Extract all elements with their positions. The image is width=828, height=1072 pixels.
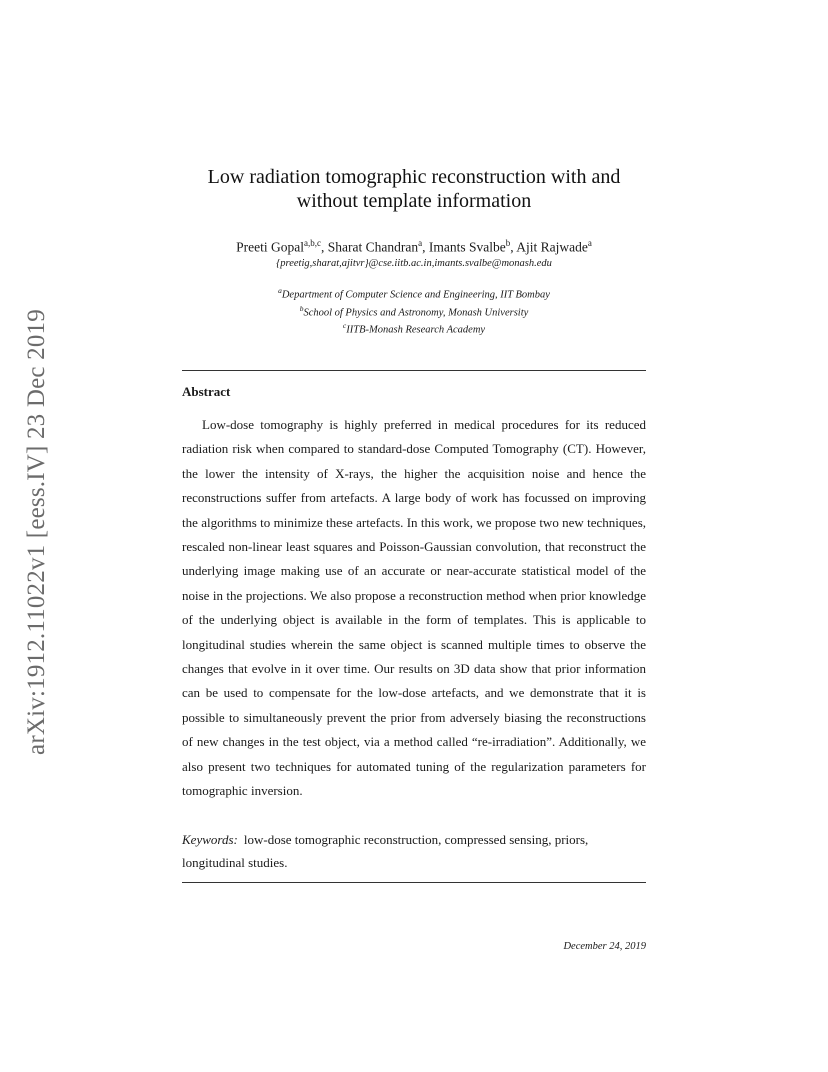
abstract-bottom-rule (182, 882, 646, 883)
keywords-text: low-dose tomographic reconstruction, compressed sensing, priors, longitudinal studies. (182, 832, 589, 870)
author-affiliation-mark: a (418, 238, 423, 248)
title-line-2: without template information (296, 190, 532, 212)
author-name: Ajit Rajwade (516, 239, 588, 255)
preprint-date: December 24, 2019 (563, 941, 646, 952)
author-affiliation-mark: a (587, 238, 592, 248)
affiliation-text: School of Physics and Astronomy, Monash University (303, 307, 529, 318)
affiliation-item (182, 319, 646, 337)
abstract-body: Low-dose tomography is highly preferred in medical procedures for its reduced radiation risk when compared to standard-dose Computed Tomography (CT). However, the lower the intensity of X-rays, the higher the acquisition noise and hence the reconstructions suffer from artefacts. A large body of work has focussed on improving the algorithms to minimize these artefacts. In this work, we propose two new techniques, rescaled non-linear least squares and Poisson-Gaussian convolution, that reconstruct the underlying image making use of an accurate or near-accurate statistical model of the noise in the projections. We also propose a reconstruction method when prior knowledge of the underlying object is available in the form of templates. This is applicable to longitudinal studies wherein the same object is scanned multiple times to observe the changes that evolve in it over time. Our results on 3D data show that prior information can be used to compensate for the low-dose artefacts, and we demonstrate that it is possible to simultaneously prevent the prior from adversely biasing the reconstructions of new changes in the test object, via a method called “re-irradiation”. Additionally, we also present two techniques for automated tuning of the regularization parameters for tomographic inversion. (182, 417, 646, 799)
keywords-label: Keywords: (182, 832, 238, 847)
affiliation-text: Department of Computer Science and Engineering, IIT Bombay (281, 289, 550, 301)
paper-title (182, 165, 646, 213)
author-name: Preeti Gopal (236, 239, 304, 255)
arxiv-identifier: arXiv:1912.11022v1 [eess.IV] 23 Dec 2019 (23, 309, 50, 755)
affiliation-item (182, 302, 646, 320)
author-emails: {preetig,sharat,ajitvr}@cse.iitb.ac.in,imants.svalbe@monash.edu (276, 258, 552, 269)
title-line-1: Low radiation tomographic reconstruction with and (207, 166, 621, 188)
affiliation-item (182, 284, 646, 302)
keywords (182, 828, 646, 874)
author-name: Sharat Chandran (327, 239, 419, 255)
affiliation-text: IITB-Monash Research Academy (346, 324, 486, 336)
affiliation-list (182, 284, 646, 337)
affiliation-mark: c (342, 321, 347, 330)
abstract-heading: Abstract (182, 384, 231, 399)
abstract-top-rule (182, 370, 646, 371)
affiliation-mark: b (299, 303, 304, 313)
affiliation-mark: a (278, 286, 282, 295)
author-name: Imants Svalbe (428, 239, 506, 255)
author-affiliation-mark: b (505, 238, 511, 248)
author-list: Preeti Gopal$^{a,b,c}$, Sharat Chandran$^a$, Imants Svalbe$^b$, Ajit Rajwade$^a$ (236, 238, 592, 255)
author-affiliation-mark: a,b,c (304, 238, 321, 248)
